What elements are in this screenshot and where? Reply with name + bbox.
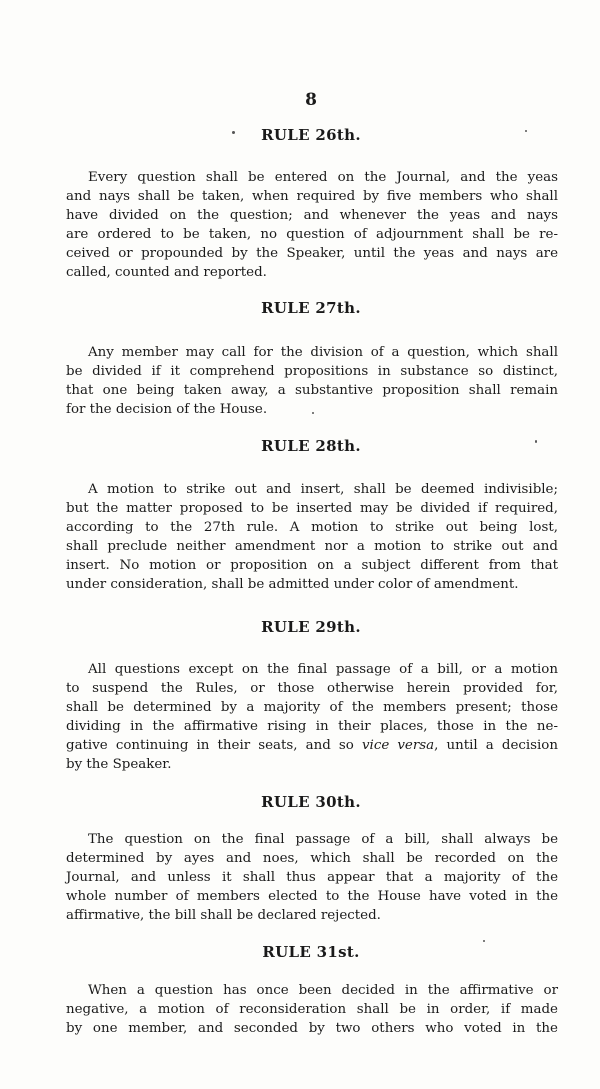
rule-30-text [66,830,558,925]
text-line: negative, a motion of reconsideration shall be in order, if made [66,1002,558,1017]
text-line: When a question has once been decided in the affirmative or [88,983,558,998]
scan-speck [312,412,314,414]
text-line: shall be determined by a majority of the members present; those [66,700,558,715]
text-line: ceived or propounded by the Speaker, until the yeas and nays are [66,246,558,261]
text-line: to suspend the Rules, or those otherwise herein provided for, [66,681,558,696]
text-line: gative continuing in their seats, and so vice versa, until a decision [66,738,558,753]
rule-30-heading: RULE 30th. [261,793,361,811]
text-line: have divided on the question; and whenever the yeas and nays [66,208,558,223]
text-line: under consideration, shall be admitted under color of amendment. [66,577,519,592]
text-line: whole number of members elected to the House have voted in the [66,889,558,904]
text-line: but the matter proposed to be inserted may be divided if required, [66,501,558,516]
text-line: insert. No motion or proposition on a subject different from that [66,558,558,573]
text-line: by one member, and seconded by two others who voted in the [66,1021,558,1036]
text-line: be divided if it comprehend propositions in substance so distinct, [66,364,558,379]
text-line: The question on the final passage of a bill, shall always be [88,832,558,847]
scan-speck [483,940,485,942]
page-number: 8 [305,90,317,110]
rule-27-text [66,343,558,419]
text-line: shall preclude neither amendment nor a motion to strike out and [66,539,558,554]
scan-speck [535,440,537,443]
text-line: Every question shall be entered on the Journal, and the yeas [88,170,558,185]
text-line: by the Speaker. [66,757,172,772]
text-line: A motion to strike out and insert, shall be deemed indivisible; [88,482,558,497]
rule-29-text [66,660,558,774]
text-line: for the decision of the House. [66,402,268,417]
text-line: All questions except on the final passage of a bill, or a motion [88,662,558,677]
text-line: Any member may call for the division of a question, which shall [88,345,558,360]
text-line: dividing in the affirmative rising in their places, those in the ne- [66,719,558,734]
text-line: according to the 27th rule. A motion to strike out being lost, [66,520,558,535]
rule-28-text [66,480,558,594]
text-line: affirmative, the bill shall be declared rejected. [66,908,381,923]
text-line: called, counted and reported. [66,265,267,280]
text-line: and nays shall be taken, when required by five members who shall [66,189,558,204]
italic-phrase: vice versa [361,738,435,753]
scan-speck [232,131,235,134]
scan-speck [525,130,527,132]
rule-27-heading: RULE 27th. [261,299,361,317]
rule-26-heading: RULE 26th. [261,126,361,144]
rule-31-heading: RULE 31st. [262,943,360,961]
rule-31-text [66,981,558,1038]
text-line: Journal, and unless it shall thus appear that a majority of the [66,870,558,885]
text-line: determined by ayes and noes, which shall be recorded on the [66,851,558,866]
rule-29-heading: RULE 29th. [261,618,361,636]
text-line: are ordered to be taken, no question of adjournment shall be re- [66,227,558,242]
rule-26-text [66,168,558,282]
rule-28-heading: RULE 28th. [261,437,361,455]
text-line: that one being taken away, a substantive proposition shall remain [66,383,558,398]
